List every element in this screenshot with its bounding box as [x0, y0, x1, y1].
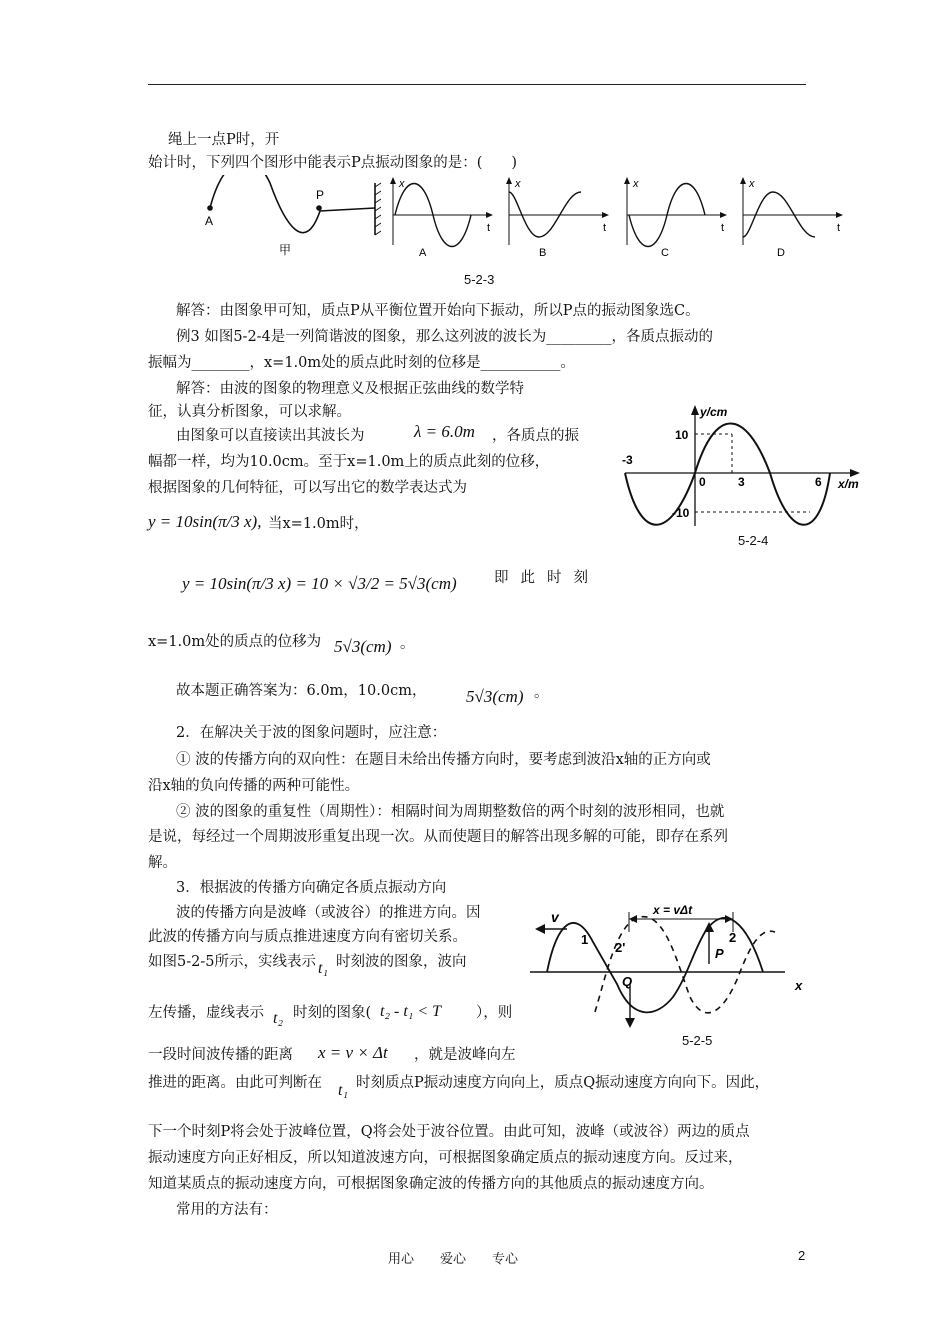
option-a-label: A	[419, 247, 427, 259]
svg-text:x: x	[515, 178, 521, 190]
text-line: 推进的距离。由此可判断在	[148, 1075, 322, 1091]
rope-wave	[210, 175, 375, 233]
svg-text:6: 6	[815, 475, 822, 489]
text-line: 。	[400, 636, 415, 652]
text-line: 。	[534, 685, 549, 701]
formula-distance: x = v × Δt	[318, 1043, 388, 1062]
header-rule	[148, 84, 806, 85]
text-line: 绳上一点P时，开	[168, 132, 280, 148]
svg-text:y/cm: y/cm	[700, 405, 728, 419]
svg-text:2': 2'	[615, 940, 626, 955]
text-line: ，就是波峰向左	[414, 1047, 516, 1063]
page-number: 2	[798, 1248, 806, 1263]
svg-text:Q: Q	[622, 974, 633, 989]
text-line: 解。	[148, 855, 177, 871]
text-line: 知道某质点的振动速度方向，可根据图象确定波的传播方向的其他质点的振动速度方向。	[148, 1176, 714, 1192]
text-line: 根据图象的几何特征，可以写出它的数学表达式为	[148, 480, 467, 496]
text-line: 2．在解决关于波的图象问题时，应注意：	[176, 725, 447, 741]
option-a-graph	[390, 177, 493, 259]
option-c-graph	[624, 177, 727, 259]
text-line: 征，认真分析图象，可以求解。	[148, 404, 351, 420]
text-line: 振幅为________，x=1.0m处的质点此时刻的位移是___________。	[148, 355, 575, 371]
text-line: x=1.0m处的质点的位移为	[148, 634, 322, 650]
figure-5-2-3	[195, 175, 855, 270]
option-b-graph	[506, 177, 609, 259]
text-line: 下一个时刻P将会处于波峰位置，Q将会处于波谷位置。由此可知，波峰（或波谷）两边的质点	[148, 1124, 750, 1140]
text-line: 此波的传播方向与质点推进速度方向有密切关系。	[148, 929, 467, 945]
text-line: 时刻波的图象，波向	[336, 954, 467, 970]
text-line: 即此时刻	[494, 570, 600, 586]
svg-text:x = vΔt: x = vΔt	[653, 903, 693, 917]
svg-text:2: 2	[729, 930, 737, 945]
svg-text:t: t	[603, 222, 607, 234]
figure-5-2-4	[620, 402, 870, 527]
figure-5-2-5	[525, 902, 810, 1032]
text-line: 如图5-2-5所示，实线表示	[148, 954, 316, 970]
symbol-t2: t₂	[273, 1010, 284, 1027]
svg-text:x: x	[795, 978, 803, 993]
symbol-t1: t₁	[338, 1082, 349, 1099]
text-line: ），则	[476, 1005, 513, 1021]
text-line: 幅都一样，均为10.0cm。至于x=1.0m上的质点此刻的位移，	[148, 454, 550, 470]
figure-caption: 5-2-4	[738, 533, 769, 548]
text-line: 一段时间波传播的距离	[148, 1047, 293, 1063]
formula-expression: y = 10sin(π/3 x),	[148, 512, 262, 531]
svg-text:t: t	[721, 222, 725, 234]
formula-answer: 5√3(cm)	[334, 637, 392, 656]
text-line: 解答：由波的图象的物理意义及根据正弦曲线的数学特	[176, 381, 524, 397]
text-line: 振动速度方向正好相反，所以知道波速方向，可根据图象确定质点的振动速度方向。反过来，	[148, 1150, 743, 1166]
text-line: 由图象可以直接读出其波长为	[176, 428, 365, 444]
option-d-graph	[740, 177, 843, 259]
svg-text:3: 3	[738, 475, 745, 489]
svg-text:1: 1	[581, 932, 589, 947]
text-line: 常用的方法有：	[176, 1202, 278, 1218]
text-line: 故本题正确答案为：6.0m，10.0cm，	[176, 683, 427, 699]
symbol-t1: t₁	[318, 960, 329, 977]
label-p: P	[316, 188, 325, 202]
option-b-label: B	[539, 247, 547, 259]
text-line: 沿x轴的负向传播的两种可能性。	[148, 778, 360, 794]
text-line: 是说，每经过一个周期波形重复出现一次。从而使题目的解答出现多解的可能，即存在系列	[148, 829, 728, 845]
svg-text:-10: -10	[672, 506, 690, 520]
svg-text:0: 0	[699, 475, 706, 489]
wave-curve	[625, 424, 830, 525]
formula-lambda: λ = 6.0m	[414, 422, 475, 441]
svg-text:v: v	[551, 909, 559, 925]
svg-text:x: x	[749, 178, 755, 190]
dashed-wave	[595, 917, 775, 1013]
text-line: 时刻质点P振动速度方向向上，质点Q振动速度方向向下。因此，	[356, 1075, 770, 1091]
formula-answer: 5√3(cm)	[466, 687, 524, 706]
svg-text:x/m: x/m	[838, 477, 859, 491]
text-line: ，各质点的振	[492, 428, 579, 444]
figure-caption: 5-2-3	[464, 272, 495, 287]
text-line: 当x=1.0m时，	[268, 516, 369, 532]
figure-caption: 5-2-5	[682, 1033, 713, 1048]
svg-text:P: P	[715, 946, 724, 961]
text-line: ② 波的图象的重复性（周期性）：相隔时间为周期整数倍的两个时刻的波形相同，也就	[176, 804, 725, 820]
label-a: A	[205, 214, 214, 228]
svg-text:x: x	[633, 178, 639, 190]
svg-text:10: 10	[675, 428, 689, 442]
option-c-label: C	[661, 247, 669, 259]
label-jia: 甲	[279, 243, 292, 257]
svg-text:x: x	[399, 178, 405, 190]
text-line: 例3 如图5-2-4是一列简谐波的图象，那么这列波的波长为_________，各质点振动的	[176, 329, 714, 345]
footer-text: 用心 爱心 专心	[388, 1252, 519, 1267]
text-line: 左传播，虚线表示	[148, 1005, 264, 1021]
text-line: 解答：由图象甲可知，质点P从平衡位置开始向下振动，所以P点的振动图象选C。	[176, 303, 700, 319]
point-a	[207, 205, 213, 211]
text-line: 时刻的图象(	[293, 1005, 372, 1021]
text-line: 始计时，下列四个图形中能表示P点振动图象的是：( )	[148, 155, 518, 171]
option-d-label: D	[777, 247, 785, 259]
point-p	[316, 205, 322, 211]
text-line: 3．根据波的传播方向确定各质点振动方向	[176, 880, 447, 896]
svg-text:-3: -3	[622, 453, 633, 467]
svg-text:t: t	[837, 222, 841, 234]
svg-text:t: t	[487, 222, 491, 234]
text-line: ① 波的传播方向的双向性：在题目未给出传播方向时，要考虑到波沿x轴的正方向或	[176, 752, 711, 768]
formula-expression: y = 10sin(π/3 x) = 10 × √3/2 = 5√3(cm)	[182, 574, 457, 593]
text-line: 波的传播方向是波峰（或波谷）的推进方向。因	[176, 905, 481, 921]
formula-inequality: t₂ - t₁ < T	[380, 1003, 442, 1020]
